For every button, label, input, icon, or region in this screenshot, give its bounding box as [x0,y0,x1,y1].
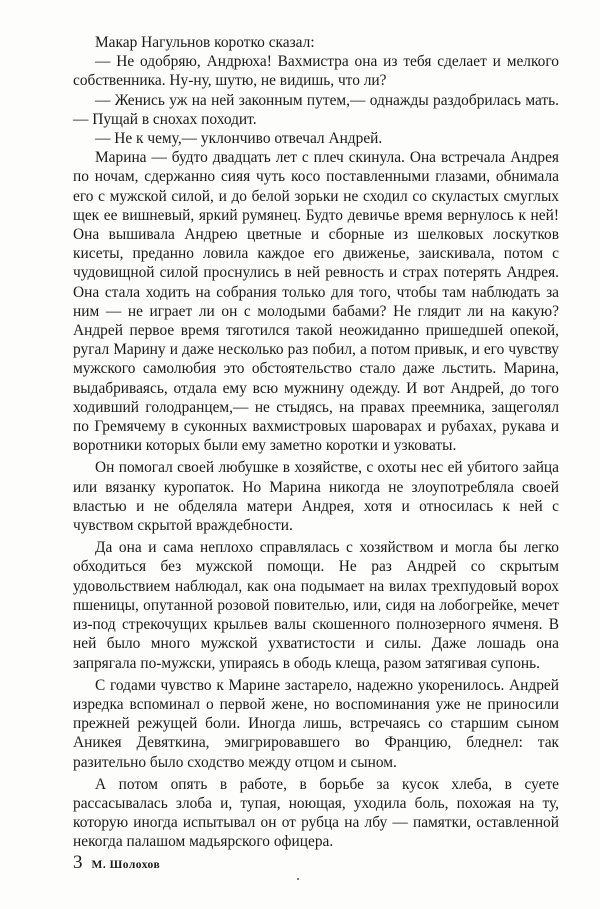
author-name: М. Шолохов [91,859,161,871]
print-mark [297,878,299,880]
paragraph-3: — Женись уж на ней законным путем,— однажды раздобрилась мать.— Пущай в снохах походит. [73,91,559,128]
page-number: 3 [73,852,83,873]
paragraph-4: — Не к чему,— уклончиво отвечал Андрей. [95,130,383,148]
paragraph-9: А потом опять в работе, в борьбе за кусок хлеба, в суете рассасывалась злоба и, тупая, ноющая, уходила боль, похожая на ту, которую иногда испытывал он от рубца на лбу — памятки, оставленной некогда палашом мадьярского офицера. [73,775,559,851]
paragraph-2: — Не одобряю, Андрюха! Вахмистра она из тебя сделает и мелкого собственника. Ну-ну, шутю, не видишь, что ли? [73,53,559,90]
paragraph-7: Да она и сама неплохо справлялась с хозяйством и могла бы легко обходиться без мужской помощи. Не раз Андрей со скрытым удовольствием наблюдал, как она подымает на вилах трехпудовый ворох пшеницы, опутанной розовой повителью, или, сидя на лобогрейке, мечет из-под стрекочущих крыльев валы скошенного полнозерного ячменя. В ней было много мужской ухватистости и силы. Даже лошадь она запрягала по-мужски, упираясь в ободь клеща, разом затягивая супонь. [73,539,559,672]
paragraph-1: Макар Нагульнов коротко сказал: [95,34,315,51]
paragraph-5: Марина — будто двадцать лет с плеч скинула. Она встречала Андрея по ночам, сдержанно сияя чуть косо поставленными глазами, обнимала его с мужской силой, и до белой зорьки не сходил со скуластых смуглых щек ее вишневый, яркий румянец. Будто девичье время вернулось к ней! Она вышивала Андрею цветные и сборные из шелковых лоскутков кисеты, преданно ловила каждое его движенье, заискивала, потом с чудовищной силой проснулись в ней ревность и страх потерять Андрея. Она стала ходить на собрания только для того, чтобы там наблюдать за ним — не играет ли он с молодыми бабами? Не глядит ли на какую? Андрей первое время тяготился такой неожиданно пришедшей опекой, ругал Марину и даже несколько раз побил, а потом привык, и его чувству мужского самолюбия это обстоятельство стало даже льстить. Марина, выдабриваясь, отдала ему всю мужнину одежду. И вот Андрей, до того ходивший голодранцем,— не стыдясь, на правах преемника, защеголял по Гремячему в суконных вахмистровых шароварах и рубахах, рукава и воротники которых были ему заметно коротки и узковаты. [73,149,559,455]
paragraph-6: Он помогал своей любушке в хозяйстве, с охоты нес ей убитого зайца или вязанку куропаток. Но Марина никогда не злоупотребляла своей властью и не обделяла матери Андрея, хотя и относилась к ней с чувством скрытой враждебности. [73,459,559,535]
body-text [73,33,559,852]
paragraph-8: С годами чувство к Марине застарело, надежно укоренилось. Андрей изредка вспоминал о первой жене, но воспоминания уже не приносили прежней режущей боли. Иногда лишь, встречаясь со старшим сыном Аникея Девяткина, эмигрировавшего во Францию, бледнел: так разительно было сходство между отцом и сыном. [73,676,559,771]
page-footer [73,852,559,874]
